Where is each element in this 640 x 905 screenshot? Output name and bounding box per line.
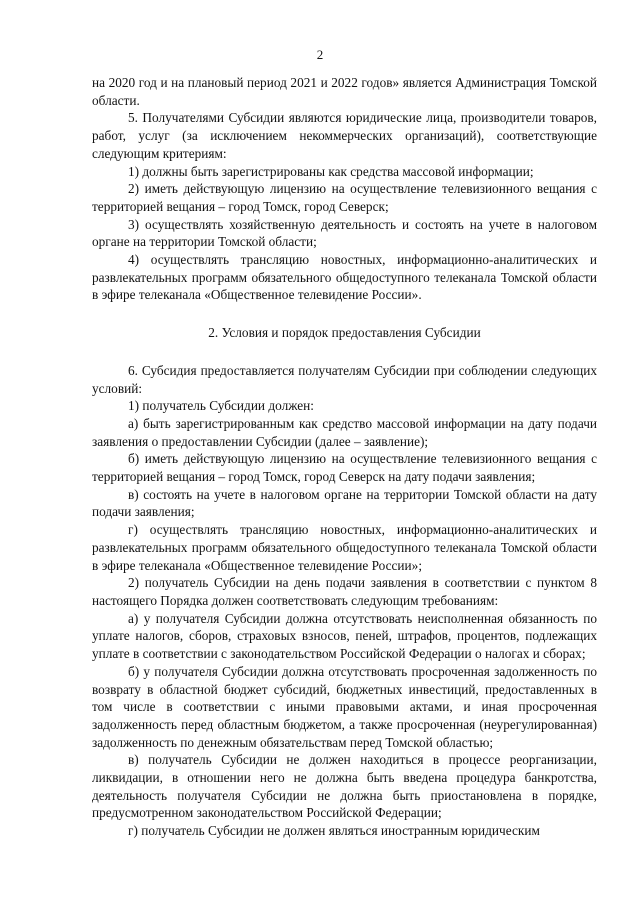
- paragraph: г) осуществлять трансляцию новостных, информационно-аналитических и развлекательных программ обязательного общедоступного телеканала Томской области в эфире телеканала «Общественное телевидение России»;: [92, 522, 597, 573]
- section-heading: 2. Условия и порядок предоставления Субсидии: [208, 325, 481, 341]
- paragraph: 2) иметь действующую лицензию на осуществление телевизионного вещания с территорией вещания – город Томск, город Северск;: [92, 181, 597, 214]
- paragraphs-after: [92, 362, 597, 840]
- document-body: [92, 74, 597, 840]
- paragraph: в) получатель Субсидии не должен находиться в процессе реорганизации, ликвидации, в отношении него не должна быть введена процедура банкротства, деятельность получателя Субсидии не должна быть приостановлена в порядке, предусмотренном законодательством Российской Федерации;: [92, 752, 597, 821]
- paragraph: в) состоять на учете в налоговом органе на территории Томской области на дату подачи заявления;: [92, 486, 597, 520]
- paragraph: 3) осуществлять хозяйственную деятельность и состоять на учете в налоговом органе на территории Томской области;: [92, 216, 597, 250]
- paragraph: 1) получатель Субсидии должен:: [128, 398, 314, 414]
- paragraph: 1) должны быть зарегистрированы как средства массовой информации;: [128, 163, 534, 179]
- page-number: 2: [316, 47, 324, 62]
- paragraph: 6. Субсидия предоставляется получателям Субсидии при соблюдении следующих условий:: [92, 362, 597, 396]
- paragraph: а) быть зарегистрированным как средство массовой информации на дату подачи заявления о предоставлении Субсидии (далее – заявление);: [92, 415, 597, 449]
- paragraph: 4) осуществлять трансляцию новостных, информационно-аналитических и развлекательных программ обязательного общедоступного телеканала Томской области в эфире телеканала «Общественное телевидение России».: [92, 252, 597, 303]
- paragraph: б) у получателя Субсидии должна отсутствовать просроченная задолженность по возврату в областной бюджет субсидий, бюджетных инвестиций, предоставленных в том числе в соответствии с иными правовыми актами, и иная просроченная задолженность перед областным бюджетом, а также просроченная (неурегулированная) задолженность по денежным обязательствам перед Томской областью;: [92, 663, 597, 750]
- paragraphs-before: [92, 74, 597, 304]
- paragraph: г) получатель Субсидии не должен являться иностранным юридическим: [128, 823, 540, 839]
- paragraph: 2) получатель Субсидии на день подачи заявления в соответствии с пунктом 8 настоящего Порядка должен соответствовать следующим требованиям:: [92, 575, 597, 608]
- paragraph: а) у получателя Субсидии должна отсутствовать неисполненная обязанность по уплате налогов, сборов, страховых взносов, пеней, штрафов, процентов, подлежащих уплате в соответствии с законодательством Российской Федерации о налогах и сборах;: [92, 610, 597, 662]
- paragraph: б) иметь действующую лицензию на осуществление телевизионного вещания с территорией вещания – город Томск, город Северск на дату подачи заявления;: [92, 451, 597, 485]
- paragraph: 5. Получателями Субсидии являются юридические лица, производители товаров, работ, услуг (за исключением некоммерческих организаций), соответствующие следующим критериям:: [92, 110, 597, 161]
- paragraph: на 2020 год и на плановый период 2021 и 2022 годов» является Администрация Томской области.: [92, 75, 597, 108]
